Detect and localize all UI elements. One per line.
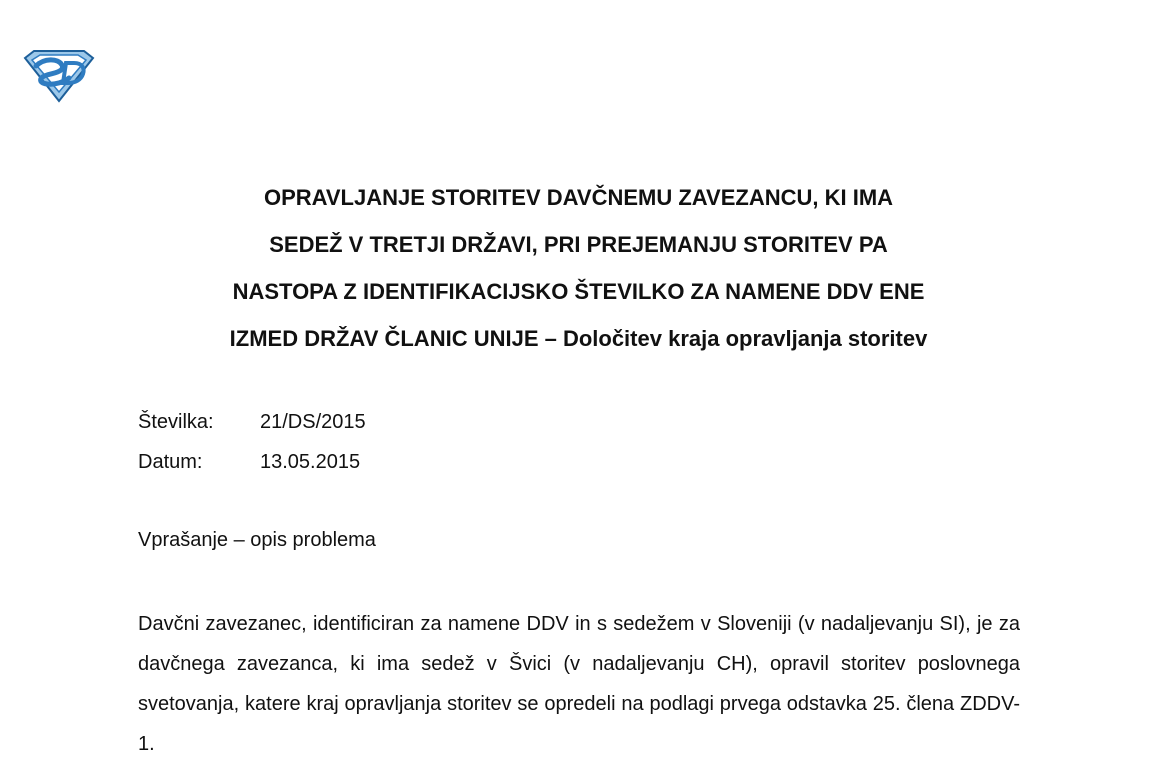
meta-date-row — [138, 442, 366, 482]
document-meta — [138, 402, 366, 482]
number-value: 21/DS/2015 — [260, 411, 366, 433]
meta-number-row — [138, 402, 366, 442]
document-title — [120, 174, 1037, 362]
title-line-4: IZMED DRŽAV ČLANIC UNIJE – Določitev kraja opravljanja storitev — [229, 326, 928, 351]
sd-logo-icon — [22, 48, 96, 104]
date-value: 13.05.2015 — [260, 451, 361, 473]
title-line-3: NASTOPA Z IDENTIFIKACIJSKO ŠTEVILKO ZA NAMENE DDV ENE — [232, 279, 925, 304]
sd-logo — [22, 48, 96, 104]
title-line-1: OPRAVLJANJE STORITEV DAVČNEMU ZAVEZANCU, KI IMA — [263, 185, 894, 210]
number-label: Številka: — [138, 411, 214, 433]
date-label: Datum: — [138, 451, 203, 473]
section-heading: Vprašanje – opis problema — [138, 529, 376, 551]
title-line-2: SEDEŽ V TRETJI DRŽAVI, PRI PREJEMANJU STORITEV PA — [269, 232, 888, 257]
body-paragraph: Davčni zavezanec, identificiran za namene DDV in s sedežem v Sloveniji (v nadaljevanju SI), je za davčnega zavezanca, ki ima sedež v Švici (v nadaljevanju CH), opravil storitev poslovnega svetovanja, katere kraj opravljanja storitev se opredeli na podlagi prvega odstavka 25. člena ZDDV-1. — [138, 613, 1020, 755]
